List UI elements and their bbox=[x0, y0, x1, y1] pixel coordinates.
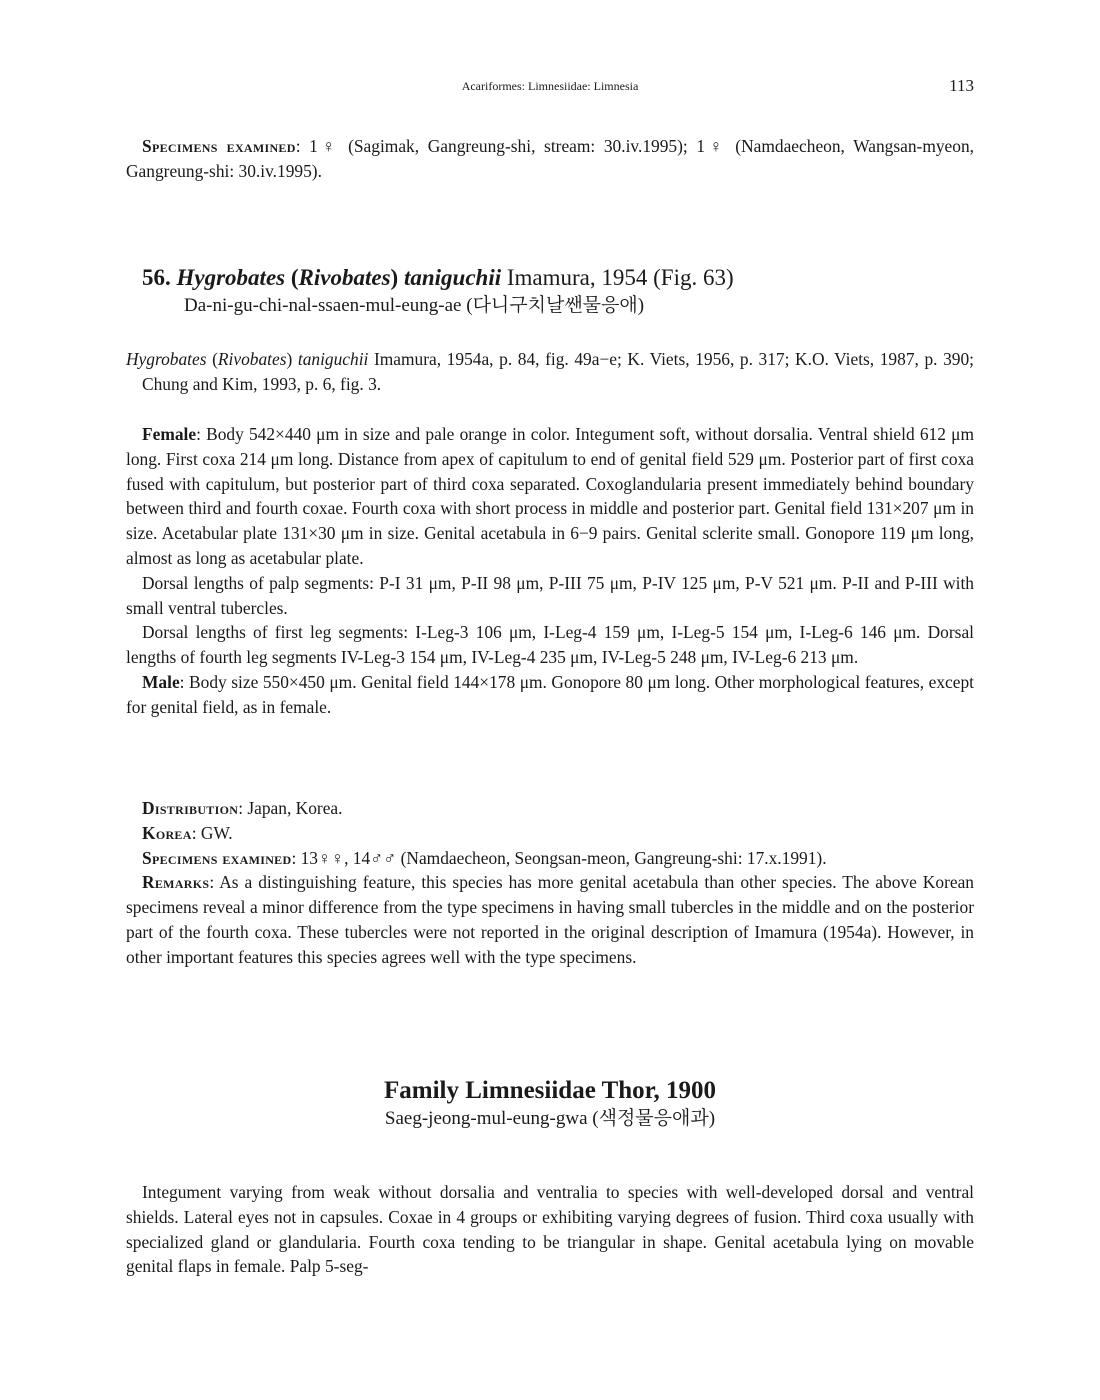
species-heading bbox=[126, 263, 974, 319]
species-title: 56. Hygrobates (Rivobates) taniguchii Imamura, 1954 (Fig. 63) bbox=[142, 265, 734, 290]
species-subgenus: Rivobates bbox=[298, 265, 391, 290]
synonymy-paragraph: Hygrobates (Rivobates) taniguchii Imamura, 1954a, p. 84, fig. 49a−e; K. Viets, 1956, p. 317; K.O. Viets, 1987, p. 390; Chung and Kim, 1993, p. 6, fig. 3. bbox=[126, 349, 975, 394]
specimens-paragraph bbox=[126, 846, 974, 871]
family-title: Family Limnesiidae Thor, 1900 bbox=[384, 1077, 716, 1104]
family-heading bbox=[126, 1076, 974, 1132]
korea-text: : GW. bbox=[191, 822, 233, 843]
remarks-paragraph bbox=[126, 870, 974, 969]
male-label: Male bbox=[142, 671, 180, 692]
family-description-block bbox=[126, 1180, 974, 1279]
description-block bbox=[126, 422, 974, 720]
synonymy-genus: Hygrobates bbox=[126, 349, 207, 369]
synonymy-block bbox=[126, 347, 974, 397]
leg-paragraph: Dorsal lengths of first leg segments: I-Leg-3 106 μm, I-Leg-4 159 μm, I-Leg-5 154 μm, I-Leg-6 146 μm. Dorsal lengths of fourth leg segments IV-Leg-3 154 μm, IV-Leg-4 235 μm, IV-Leg-5 248 μm, IV-Leg-6 213 μm. bbox=[126, 622, 974, 668]
species-number: 56. bbox=[142, 265, 171, 290]
species-common-name: Da-ni-gu-chi-nal-ssaen-mul-eung-ae (다니구치날쌘물응애) bbox=[184, 295, 645, 316]
running-head bbox=[126, 76, 974, 100]
female-label: Female bbox=[142, 424, 197, 444]
korea-label: Korea bbox=[142, 822, 192, 843]
distribution-text: : Japan, Korea. bbox=[238, 798, 343, 818]
synonymy-subgenus: Rivobates bbox=[217, 349, 287, 369]
specimens-text: : 1♀ (Sagimak, Gangreung-shi, stream: 30.iv.1995); 1♀ (Namdaecheon, Wangsan-myeon, Gangreung-shi: 30.iv.1995). bbox=[126, 136, 974, 181]
distribution-paragraph bbox=[126, 796, 974, 821]
specimens-examined-label: Specimens examined bbox=[142, 847, 292, 868]
korea-paragraph bbox=[126, 821, 974, 846]
specimens-examined-text: : 13♀♀, 14♂♂ (Namdaecheon, Seongsan-meon, Gangreung-shi: 17.x.1991). bbox=[291, 847, 827, 868]
male-text: : Body size 550×450 μm. Genital field 144×178 μm. Gonopore 80 μm long. Other morphological features, except for genital field, as in female. bbox=[126, 671, 974, 717]
species-genus: Hygrobates bbox=[176, 265, 286, 290]
species-author: Imamura, 1954 (Fig. 63) bbox=[506, 265, 734, 290]
family-common-name: Saeg-jeong-mul-eung-gwa (색정물응애과) bbox=[384, 1108, 716, 1129]
remarks-text: : As a distinguishing feature, this species has more genital acetabula than other species. The above Korean specimens reveal a minor difference from the type specimens in having small tubercles in the middle and on the posterior part of the fourth coxa. These tubercles were not reported in the original description of Imamura (1954a). However, in other important features this species agrees well with the type specimens. bbox=[126, 872, 974, 967]
distribution-label: Distribution bbox=[142, 798, 239, 818]
page-number: 113 bbox=[949, 76, 974, 95]
family-paragraph: Integument varying from weak without dorsalia and ventralia to species with well-developed dorsal and ventral shields. Lateral eyes not in capsules. Coxae in 4 groups or exhibiting varying degrees of fusion. Third coxa usually with specialized gland or glandularia. Fourth coxa tending to be triangular in shape. Genital acetabula lying on movable genital flaps in female. Palp 5-seg- bbox=[126, 1182, 974, 1277]
remarks-label: Remarks bbox=[142, 872, 210, 893]
specimens-label: Specimens examined bbox=[142, 136, 296, 156]
previous-specimens-paragraph bbox=[126, 134, 974, 184]
female-paragraph bbox=[126, 422, 974, 571]
previous-specimens-block bbox=[126, 134, 974, 184]
records-block bbox=[126, 796, 974, 970]
species-epithet: taniguchii bbox=[403, 265, 502, 290]
synonymy-text: Imamura, 1954a, p. 84, fig. 49a−e; K. Viets, 1956, p. 317; K.O. Viets, 1987, p. 390; Chung and Kim, 1993, p. 6, fig. 3. bbox=[142, 349, 975, 394]
male-paragraph bbox=[126, 670, 974, 720]
synonymy-epithet: taniguchii bbox=[297, 349, 369, 369]
running-title: Acariformes: Limnesiidae: Limnesia bbox=[461, 79, 639, 93]
female-text: : Body 542×440 μm in size and pale orange in color. Integument soft, without dorsalia. Ventral shield 612 μm long. First coxa 214 μm long. Distance from apex of capitulum to end of genital field 529 μm. Posterior part of first coxa fused with capitulum, but posterior part of third coxa separated. Coxoglandularia present immediately behind boundary between third and fourth coxae. Fourth coxa with short process in middle and posterior part. Genital field 131×207 μm in size. Acetabular plate 131×30 μm in size. Genital acetabula in 6−9 pairs. Genital sclerite small. Gonopore 119 μm long, almost as long as acetabular plate. bbox=[126, 424, 974, 568]
palp-paragraph: Dorsal lengths of palp segments: P-I 31 μm, P-II 98 μm, P-III 75 μm, P-IV 125 μm, P-V 521 μm. P-II and P-III with small ventral tubercles. bbox=[126, 572, 974, 618]
